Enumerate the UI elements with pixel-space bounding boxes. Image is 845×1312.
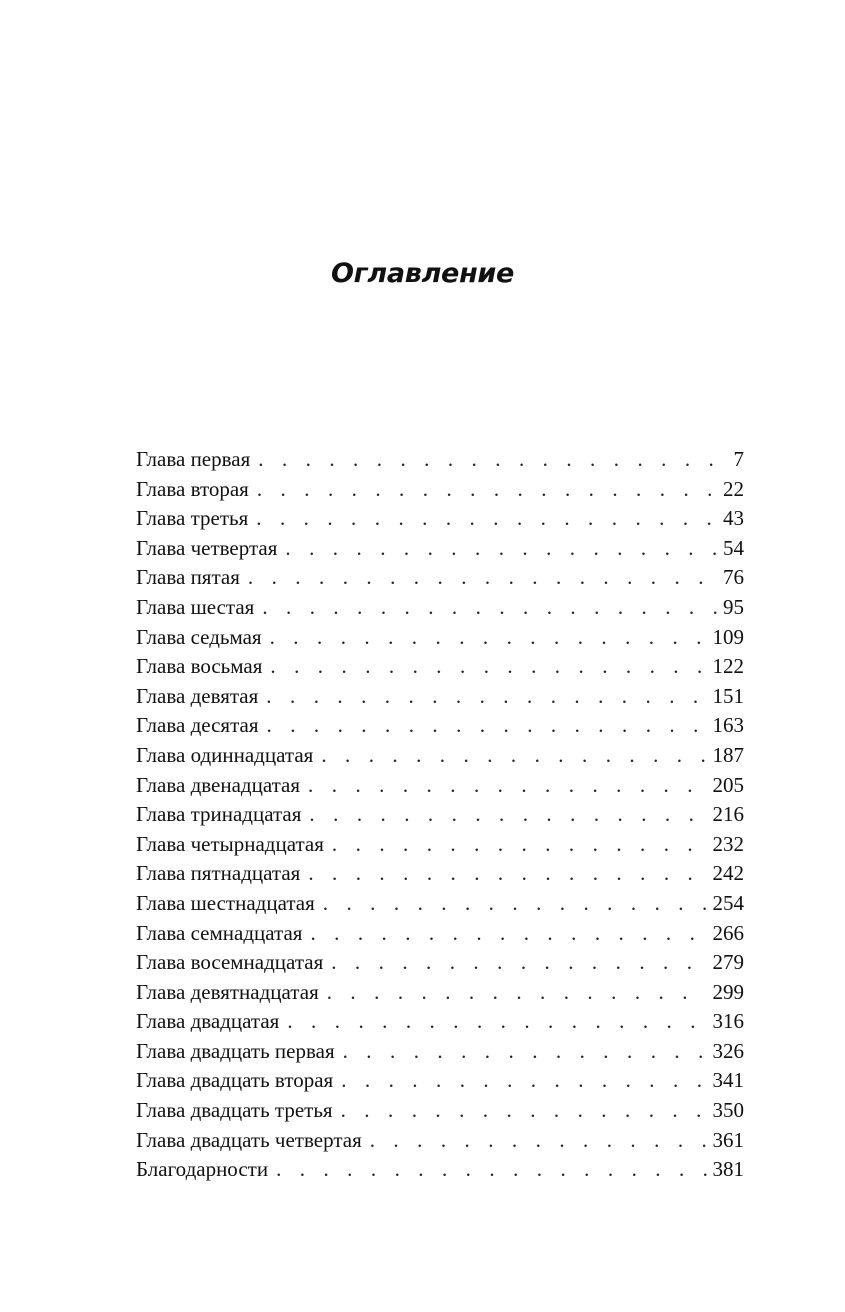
dot-leader: [256, 504, 717, 534]
dot-leader: [270, 652, 706, 682]
toc-entry-page: 43: [723, 506, 744, 531]
dot-leader: [341, 1066, 706, 1096]
toc-entry-page: 22: [723, 476, 744, 501]
dot-leader: [370, 1126, 707, 1156]
toc-entry-chapter-22[interactable]: [136, 1066, 744, 1096]
toc-entry-chapter-3[interactable]: [136, 504, 744, 534]
toc-entry-page: 381: [712, 1157, 744, 1182]
toc-entry-chapter-23[interactable]: [136, 1096, 744, 1126]
dot-leader: [309, 800, 706, 830]
toc-entry-chapter-9[interactable]: [136, 682, 744, 712]
dot-leader: [276, 1155, 706, 1185]
toc-entry-chapter-1[interactable]: [136, 445, 744, 475]
toc-entry-title: Глава двадцать первая: [136, 1038, 335, 1063]
toc-entry-title: Благодарности: [136, 1157, 269, 1182]
toc-entry-title: Глава третья: [136, 506, 249, 531]
toc-entry-title: Глава вторая: [136, 476, 249, 501]
toc-entry-chapter-4[interactable]: [136, 534, 744, 564]
toc-entry-chapter-18[interactable]: [136, 948, 744, 978]
toc-entry-title: Глава девятнадцатая: [136, 979, 319, 1004]
toc-entry-chapter-12[interactable]: [136, 771, 744, 801]
toc-entry-chapter-16[interactable]: [136, 889, 744, 919]
toc-entry-title: Глава шестая: [136, 594, 255, 619]
toc-entry-chapter-8[interactable]: [136, 652, 744, 682]
dot-leader: [331, 948, 706, 978]
toc-entry-title: Глава одиннадцатая: [136, 742, 314, 767]
toc-entry-chapter-20[interactable]: [136, 1007, 744, 1037]
dot-leader: [332, 830, 707, 860]
dot-leader: [270, 623, 707, 653]
toc-entry-title: Глава пятая: [136, 565, 240, 590]
toc-entry-page: 299: [712, 979, 744, 1004]
toc-entry-chapter-13[interactable]: [136, 800, 744, 830]
toc-entry-chapter-10[interactable]: [136, 711, 744, 741]
toc-entry-page: 187: [712, 742, 744, 767]
toc-entry-chapter-14[interactable]: [136, 830, 744, 860]
dot-leader: [308, 771, 706, 801]
toc-entry-chapter-24[interactable]: [136, 1126, 744, 1156]
toc-entry-page: 151: [712, 683, 744, 708]
dot-leader: [308, 859, 706, 889]
toc-entry-title: Глава шестнадцатая: [136, 890, 315, 915]
toc-entry-page: 95: [723, 594, 744, 619]
dot-leader: [262, 593, 717, 623]
toc-entry-title: Глава двадцать вторая: [136, 1068, 334, 1093]
toc-entry-title: Глава восемнадцатая: [136, 950, 324, 975]
toc-entry-page: 254: [712, 890, 744, 915]
toc-entry-title: Глава двадцать четвертая: [136, 1127, 362, 1152]
toc-entry-acknowledgements[interactable]: [136, 1155, 744, 1185]
toc-entry-title: Глава двадцатая: [136, 1009, 280, 1034]
toc-entry-page: 232: [712, 831, 744, 856]
toc-entry-title: Глава пятнадцатая: [136, 861, 301, 886]
dot-leader: [321, 741, 706, 771]
toc-entry-page: 361: [712, 1127, 744, 1152]
toc-entry-title: Глава четырнадцатая: [136, 831, 324, 856]
dot-leader: [267, 711, 707, 741]
dot-leader: [287, 1007, 706, 1037]
dot-leader: [343, 1037, 707, 1067]
dot-leader: [323, 889, 707, 919]
toc-entry-chapter-19[interactable]: [136, 978, 744, 1008]
toc-entry-title: Глава восьмая: [136, 654, 263, 679]
toc-entry-title: Глава семнадцатая: [136, 920, 303, 945]
toc-entry-title: Глава первая: [136, 447, 251, 471]
toc-entry-page: 54: [723, 535, 744, 560]
toc-entry-chapter-11[interactable]: [136, 741, 744, 771]
dot-leader: [258, 445, 727, 475]
toc-entry-chapter-5[interactable]: [136, 563, 744, 593]
toc-entry-title: Глава седьмая: [136, 624, 262, 649]
dot-leader: [327, 978, 707, 1008]
toc-entry-page: 266: [712, 920, 744, 945]
toc-entry-page: 76: [723, 565, 744, 590]
toc-entry-page: 279: [712, 950, 744, 975]
toc-entry-page: 326: [712, 1038, 744, 1063]
toc-entry-title: Глава четвертая: [136, 535, 278, 560]
toc-entry-title: Глава тринадцатая: [136, 802, 302, 827]
toc-entry-chapter-7[interactable]: [136, 623, 744, 653]
toc-entry-chapter-15[interactable]: [136, 859, 744, 889]
toc-entry-title: Глава двадцать третья: [136, 1098, 333, 1123]
toc-entry-page: 341: [712, 1068, 744, 1093]
toc-entry-page: 122: [712, 654, 744, 679]
dot-leader: [266, 682, 706, 712]
toc-entry-page: 242: [712, 861, 744, 886]
toc-entry-chapter-2[interactable]: [136, 475, 744, 505]
dot-leader: [248, 563, 717, 593]
dot-leader: [257, 475, 717, 505]
toc-entry-page: 350: [712, 1098, 744, 1123]
toc-entry-chapter-17[interactable]: [136, 919, 744, 949]
toc-entry-page: 216: [712, 802, 744, 827]
toc-entry-title: Глава девятая: [136, 683, 259, 708]
page-title: Оглавление: [330, 258, 515, 290]
table-of-contents: [136, 445, 744, 1185]
dot-leader: [310, 919, 706, 949]
toc-entry-title: Глава двенадцатая: [136, 772, 301, 797]
toc-entry-page: 7: [733, 447, 744, 471]
toc-entry-page: 316: [712, 1009, 744, 1034]
toc-entry-chapter-21[interactable]: [136, 1037, 744, 1067]
dot-leader: [285, 534, 717, 564]
toc-entry-title: Глава десятая: [136, 713, 259, 738]
toc-entry-page: 109: [712, 624, 744, 649]
toc-entry-page: 205: [712, 772, 744, 797]
toc-entry-chapter-6[interactable]: [136, 593, 744, 623]
dot-leader: [341, 1096, 707, 1126]
toc-entry-page: 163: [712, 713, 744, 738]
